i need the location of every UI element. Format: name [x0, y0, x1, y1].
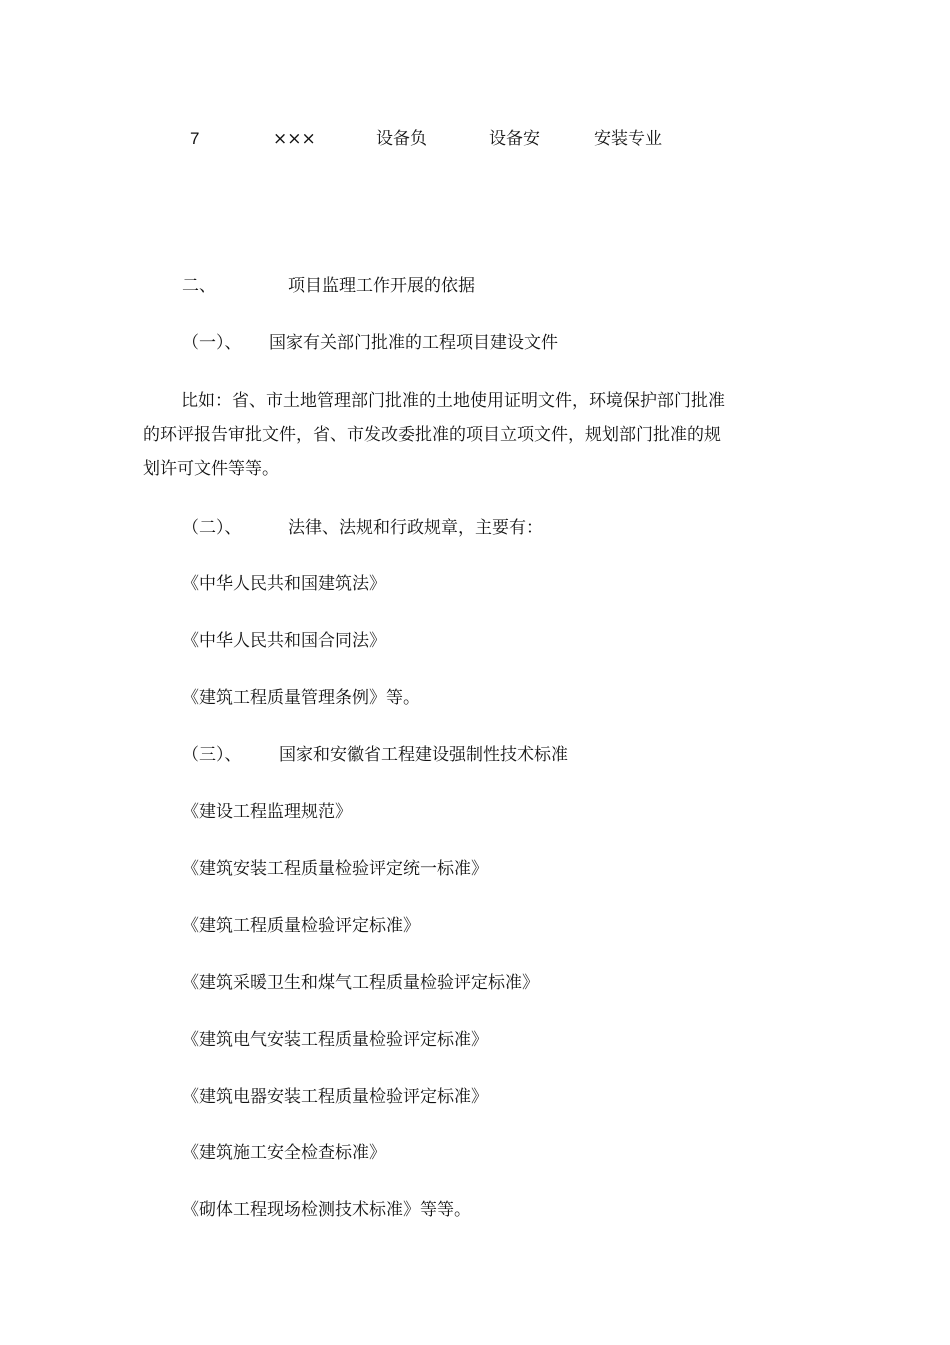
standard-item: 《建筑工程质量检验评定标准》	[182, 916, 420, 936]
subsection-1-number: （一）、	[182, 333, 242, 353]
table-cell-specialty: 安装专业	[594, 129, 662, 149]
subsection-3-number: （三）、	[182, 745, 242, 765]
law-item: 《建筑工程质量管理条例》等。	[182, 688, 420, 708]
standard-item: 《砌体工程现场检测技术标准》等等。	[182, 1200, 471, 1220]
table-cell-index: 7	[190, 129, 200, 148]
standard-item: 《建筑电气安装工程质量检验评定标准》	[182, 1030, 488, 1050]
section-number: 二、	[182, 276, 216, 296]
table-cell-role: 设备负	[376, 129, 427, 149]
paragraph-line: 划许可文件等等。	[143, 459, 279, 479]
subsection-3-title: 国家和安徽省工程建设强制性技术标准	[279, 745, 568, 765]
standard-item: 《建筑施工安全检查标准》	[182, 1143, 386, 1163]
section-title: 项目监理工作开展的依据	[288, 276, 475, 296]
paragraph-line: 比如：省、市土地管理部门批准的土地使用证明文件，环境保护部门批准	[181, 391, 725, 411]
standard-item: 《建筑采暖卫生和煤气工程质量检验评定标准》	[182, 973, 539, 993]
table-cell-name: ×××	[273, 129, 316, 149]
paragraph-examples	[143, 384, 763, 486]
law-item: 《中华人民共和国建筑法》	[182, 574, 386, 594]
subsection-2-number: （二）、	[182, 518, 242, 538]
table-cell-position: 设备安	[489, 129, 540, 149]
standard-item: 《建筑电器安装工程质量检验评定标准》	[182, 1087, 488, 1107]
standard-item: 《建设工程监理规范》	[182, 802, 352, 822]
law-item: 《中华人民共和国合同法》	[182, 631, 386, 651]
subsection-2-title: 法律、法规和行政规章，主要有：	[288, 518, 543, 538]
paragraph-line: 的环评报告审批文件，省、市发改委批准的项目立项文件，规划部门批准的规	[143, 425, 721, 445]
subsection-1-title: 国家有关部门批准的工程项目建设文件	[269, 333, 558, 353]
standard-item: 《建筑安装工程质量检验评定统一标准》	[182, 859, 488, 879]
